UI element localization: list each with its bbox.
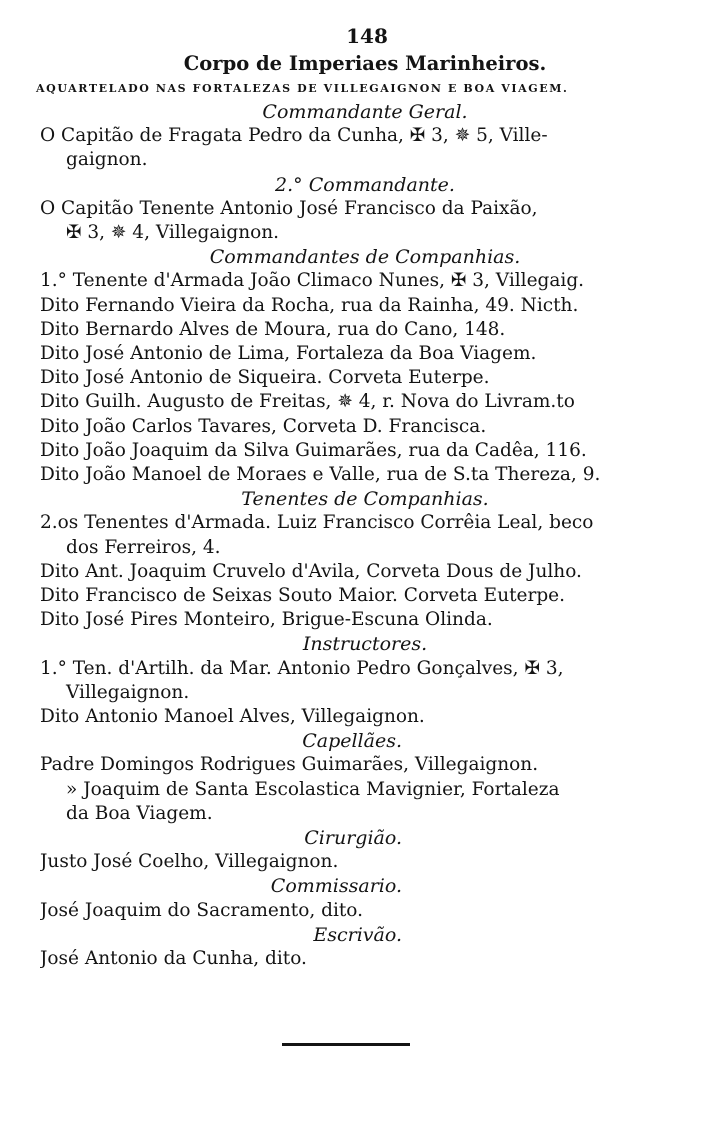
entry-line: Dito José Antonio de Lima, Fortaleza da Boa Viagem. [40, 342, 537, 364]
entry-line: Justo José Coelho, Villegaignon. [40, 851, 339, 873]
entry-line: José Antonio da Cunha, dito. [40, 947, 307, 969]
entry-line: Dito João Joaquim da Silva Guimarães, rua da Cadêa, 116. [40, 439, 587, 461]
entry-continuation: Villegaignon. [66, 681, 190, 703]
entry-line: Dito Fernando Vieira da Rocha, rua da Rainha, 49. Nicth. [40, 294, 579, 316]
entry-line: O Capitão de Fragata Pedro da Cunha, ✠ 3, ✵ 5, Ville- [40, 125, 548, 147]
entry-line: Dito Bernardo Alves de Moura, rua do Cano, 148. [40, 318, 506, 340]
section-heading-cirurgiao: Cirurgião. [304, 827, 402, 849]
entry-continuation: da Boa Viagem. [66, 802, 213, 824]
section-heading-commandante-geral: Commandante Geral. [262, 101, 468, 123]
entry-line: » Joaquim de Santa Escolastica Mavignier, Fortaleza [66, 778, 560, 800]
entry-line: Dito João Carlos Tavares, Corveta D. Francisca. [40, 415, 487, 437]
entry-line: Dito Francisco de Seixas Souto Maior. Corveta Euterpe. [40, 585, 566, 606]
section-heading-instructores: Instructores. [302, 633, 428, 656]
entry-continuation: ✠ 3, ✵ 4, Villegaignon. [66, 221, 280, 243]
entry-line: Dito João Manoel de Moraes e Valle, rua de S.ta Thereza, 9. [40, 464, 601, 485]
entry-line: Dito Antonio Manoel Alves, Villegaignon. [40, 706, 425, 727]
section-heading-segundo-commandante: 2.° Commandante. [275, 173, 455, 196]
quarters-subtitle: AQUARTELADO NAS FORTALEZAS DE VILLEGAIGNON E BOA VIAGEM. [36, 82, 569, 95]
section-heading-commissario: Commissario. [270, 875, 402, 898]
entry-line: Dito José Pires Monteiro, Brigue-Escuna Olinda. [40, 609, 493, 631]
section-heading-escrivao: Escrivão. [313, 923, 402, 946]
entry-line: O Capitão Tenente Antonio José Francisco da Paixão, [40, 197, 538, 219]
entry-line: Dito Ant. Joaquim Cruvelo d'Avila, Corveta Dous de Julho. [40, 560, 582, 582]
entry-line: 1.° Ten. d'Artilh. da Mar. Antonio Pedro Gonçalves, ✠ 3, [40, 657, 564, 679]
entry-line: Dito Guilh. Augusto de Freitas, ✵ 4, r. Nova do Livram.to [40, 391, 575, 413]
page-number: 148 [346, 24, 388, 48]
section-heading-capellaes: Capellães. [302, 730, 402, 753]
entry-line: Dito José Antonio de Siqueira. Corveta Euterpe. [40, 367, 490, 389]
closing-rule [282, 1043, 410, 1046]
entry-line: José Joaquim do Sacramento, dito. [40, 899, 363, 921]
entry-line: Padre Domingos Rodrigues Guimarães, Villegaignon. [40, 754, 539, 776]
directory-page [36, 22, 660, 971]
entry-line: 2.os Tenentes d'Armada. Luiz Francisco Corrêia Leal, beco [40, 512, 594, 534]
corps-title: Corpo de Imperiaes Marinheiros. [183, 52, 547, 75]
section-heading-commandantes-companhias: Commandantes de Companhias. [209, 246, 521, 269]
section-heading-tenentes-companhias: Tenentes de Companhias. [241, 488, 489, 511]
entry-continuation: dos Ferreiros, 4. [66, 536, 221, 558]
entry-line: 1.° Tenente d'Armada João Climaco Nunes, ✠ 3, Villegaig. [40, 270, 585, 292]
entry-continuation: gaignon. [66, 149, 148, 171]
